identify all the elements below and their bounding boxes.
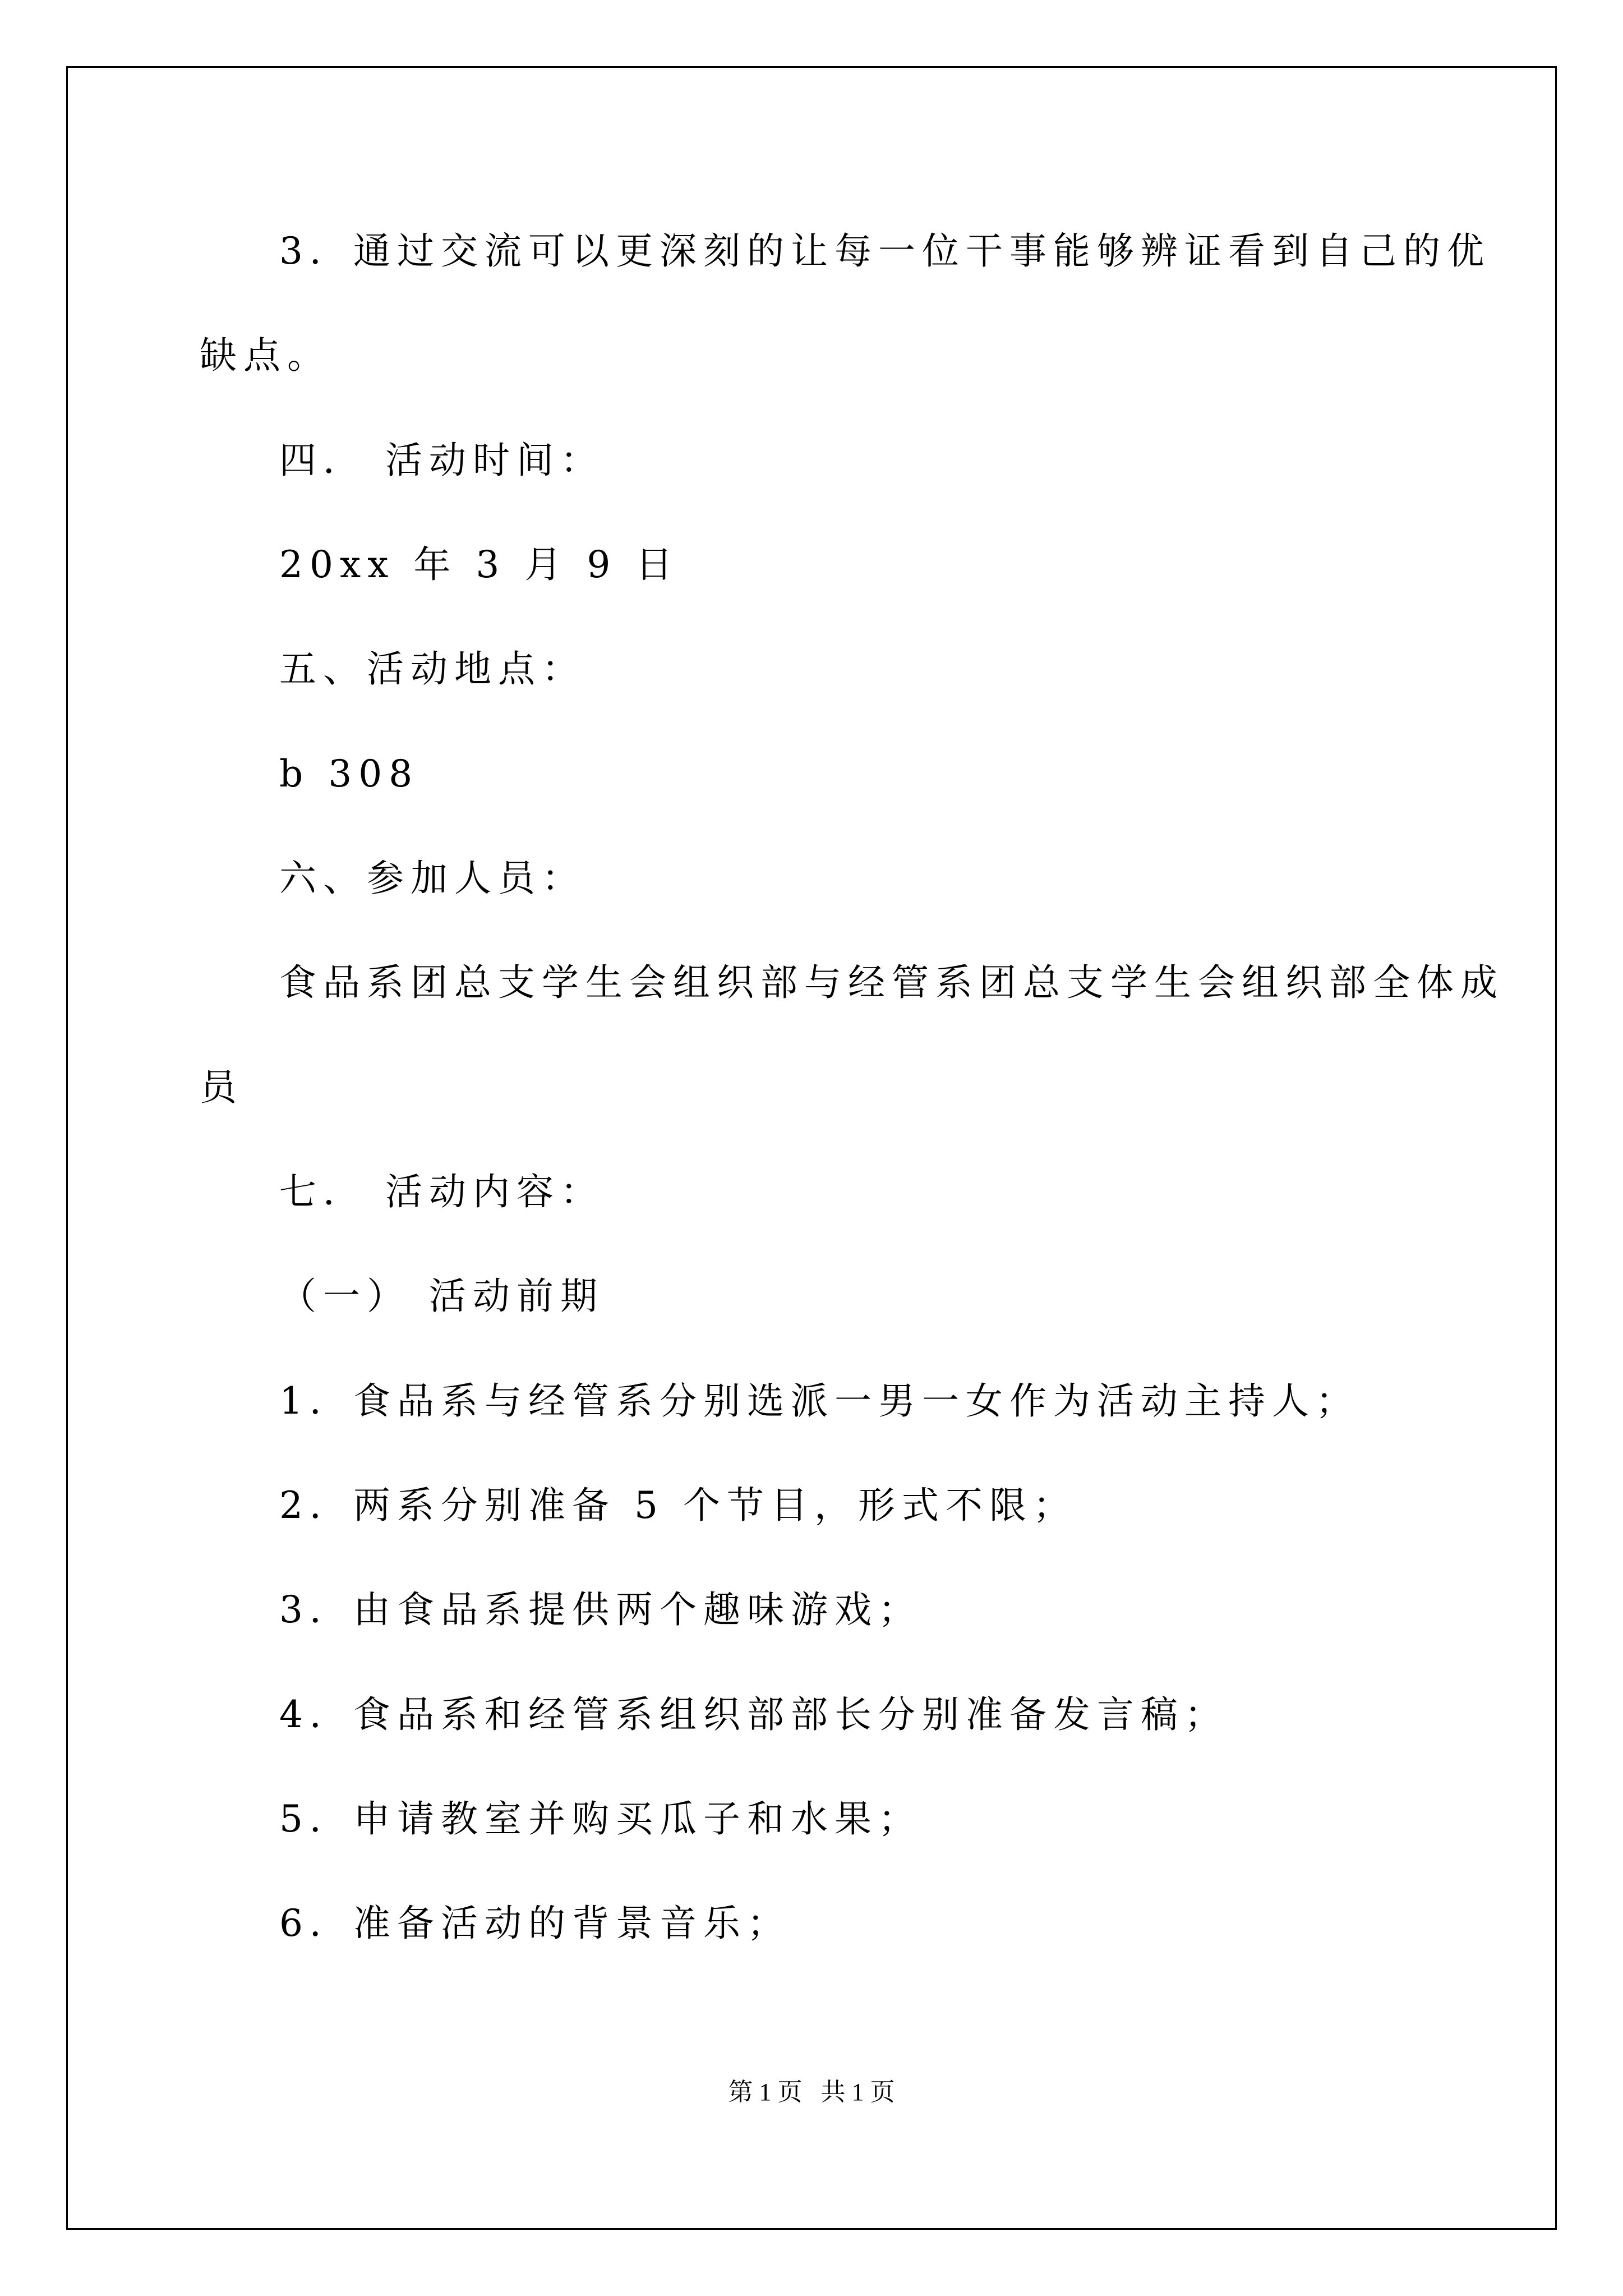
pre-item-4: 4．食品系和经管系组织部部长分别准备发言稿；	[279, 1693, 1228, 1736]
participants-line1: 食品系团总支学生会组织部与经管系团总支学生会组织部全体成	[279, 961, 1504, 1004]
section-heading-location: 五、活动地点：	[279, 647, 585, 691]
subsection-heading-pre: （一） 活动前期	[279, 1274, 604, 1318]
activity-location: b 308	[279, 752, 419, 795]
pre-item-5: 5．申请教室并购买瓜子和水果；	[279, 1797, 922, 1841]
pre-item-2: 2．两系分别准备 5 个节目，形式不限；	[279, 1484, 1077, 1527]
section-heading-time: 四． 活动时间：	[279, 439, 604, 482]
pre-item-3: 3．由食品系提供两个趣味游戏；	[279, 1588, 922, 1631]
purpose-item-3-line1: 3．通过交流可以更深刻的让每一位干事能够辨证看到自己的优	[279, 229, 1491, 273]
pre-item-6: 6．准备活动的背景音乐；	[279, 1902, 791, 1945]
pre-item-1: 1．食品系与经管系分别选派一男一女作为活动主持人；	[279, 1379, 1359, 1423]
participants-line2: 员	[200, 1066, 243, 1109]
purpose-item-3-line2: 缺点。	[200, 334, 331, 377]
section-heading-participants: 六、参加人员：	[279, 857, 585, 900]
page-footer: 第 1 页 共 1 页	[728, 2078, 895, 2106]
section-heading-content: 七． 活动内容：	[279, 1170, 604, 1213]
activity-date: 20xx 年 3 月 9 日	[279, 543, 680, 586]
